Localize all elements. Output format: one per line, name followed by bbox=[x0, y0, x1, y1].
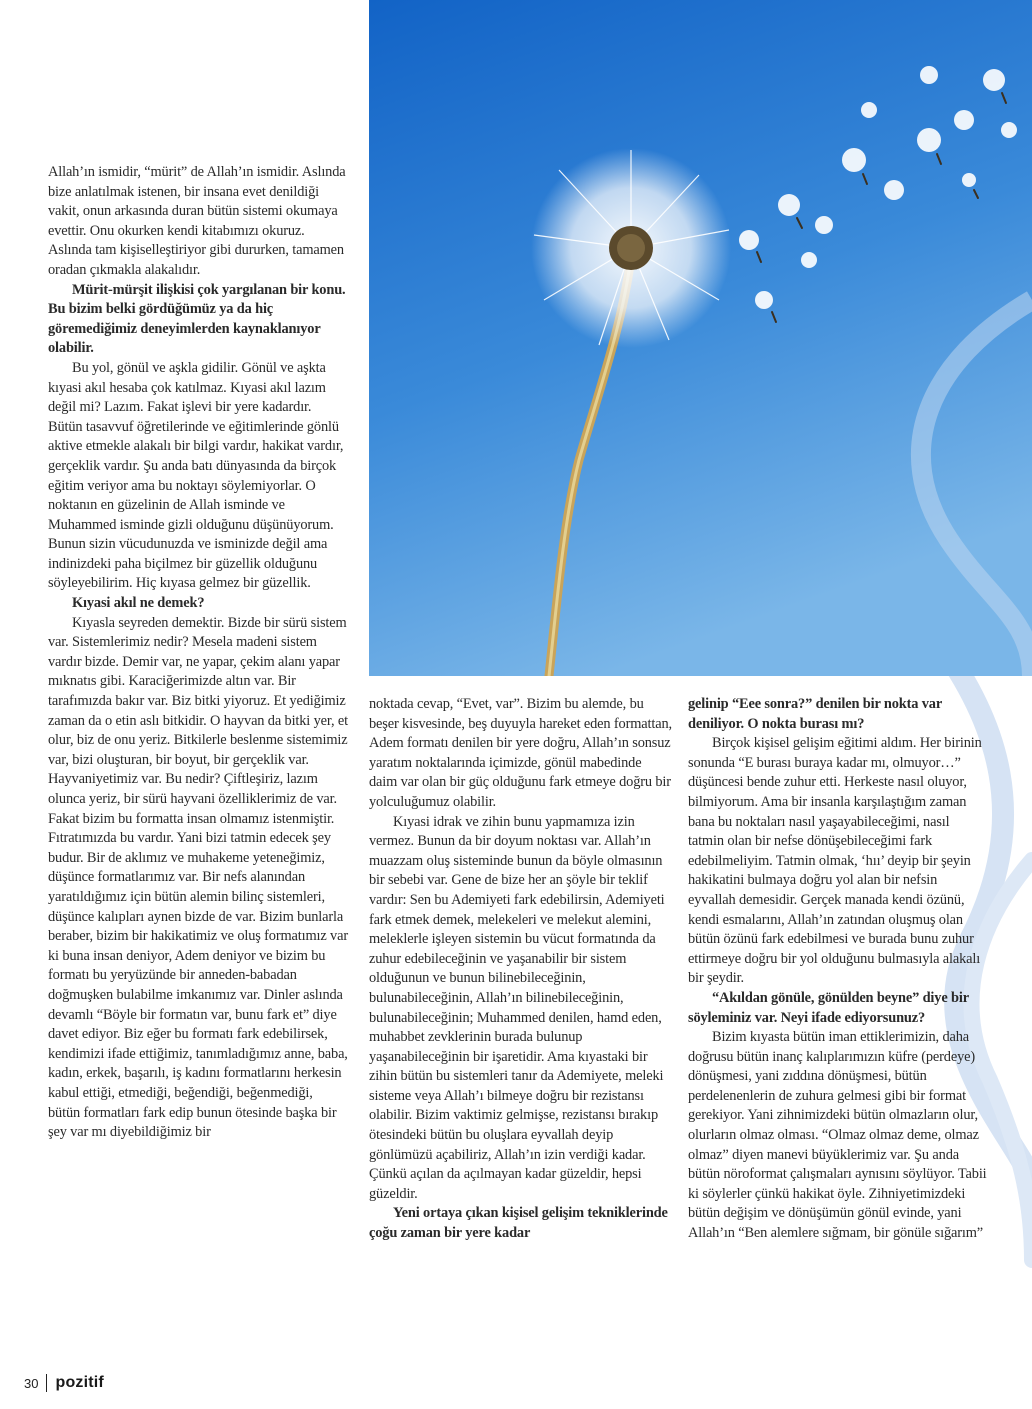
interview-question: gelinip “Eee sonra?” denilen bir nokta var deniliyor. O nokta burası mı? bbox=[688, 696, 942, 732]
text-column-1 bbox=[48, 163, 348, 1143]
interview-question: Yeni ortaya çıkan kişisel gelişim tekniklerinde çoğu zaman bir yere kadar bbox=[369, 1205, 668, 1242]
footer-divider bbox=[46, 1374, 47, 1392]
paragraph: Kıyasi idrak ve zihin bunu yapmamıza izin vermez. Bunun da bir doyum noktası var. Allah’ın muazzam oluş sisteminde bunun da böyle olmasının bir sebebi var. Gene de bize her an şöyle bir teklif vardır: Sen bu Ademiyeti fark edebilirsin, Ademiyeti fark etmek demek, melekeleri ve melekut alemini, meleklerle işleyen sistemin bu vücut formatında da zuhur edebileceğinin ve yaşanabilir bir sistem olduğunun ve bunun bilinebileceğinin, bulunabileceğinin, Allah’ın bilinebileceğinin, bulunabileceğinin; Muhammed denilen, hamd eden, muhabbet zevklerinin burada bulunup yaşanabileceğinin bir işaretidir. Ama kıyastaki bir zihin bütün bu sistemleri tanır da Ademiyete, meleki sisteme veya Allah’ı bilmeye doğru bir rezistansı olabilir. Bizim vaktimiz gelmişse, rezistansı bırakıp ötesindeki bütün bu oluşlara eyvallah deyip gönlümüzü açabiliriz, Allah’ın izin verdiği kadar. Çünkü açılan da açılmayan kadar güzeldir, hepsi güzeldir. bbox=[369, 813, 665, 1202]
paragraph: Bu yol, gönül ve aşkla gidilir. Gönül ve aşkta kıyasi akıl hesaba çok katılmaz. Kıyasi akıl lazım değil mi? Lazım. Fakat işlevi bir yere kadardır. Bütün tasavvuf öğretilerinde ve eğitimlerinde gönlü aktive etmekle alakalı bir bilgi vardır, hakikat vardır, gerçeklik vardır. Şu anda batı dünyasında da birçok eğitim veriyor ama bu noktayı söylemiyorlar. O noktanın en güzelinin de Allah isminde ve Muhammed isminde gizli olduğunu düşünüyorum. Bunun sizin vücudunuzda ve isminizde değil ama indinizdeki paha biçilmez bir güzellik olduğunu söyleyebilirim. Hiç kıyasa gelmez bir güzellik. bbox=[48, 359, 344, 592]
paragraph: Allah’ın ismidir, “mürit” de Allah’ın ismidir. Aslında bize anlatılmak istenen, bir insana evet denildiği vakit, onun arkasında duran bütün sistemi okumaya evettir. Onu okurken kendi kitabımızı okuruz. Aslında tam kişiselleştiriyor gibi dururken, tamamen oradan çıkmakla alakalıdır. bbox=[48, 164, 346, 278]
dandelion-icon bbox=[369, 0, 1032, 676]
page-number: 30 bbox=[24, 1375, 39, 1391]
interview-question: “Akıldan gönüle, gönülden beyne” diye bir söyleminiz var. Neyi ifade ediyorsunuz? bbox=[688, 989, 969, 1026]
paragraph: Birçok kişisel gelişim eğitimi aldım. Her birinin sonunda “E burası buraya kadar mı, olmuyor…” düşüncesi bende zuhur etti. Herkeste nasıl oluyor, bilmiyorum. Ama bir insanla karşılaştığım zaman bana bu noktaları nasıl yaşayabileceğimi, nasıl tatmin olan bir nefse dönüşebileceğimi fark edebilmeliyim. Tatmin olmak, ‘hıı’ deyip bir şeyin hakikatini bulmaya doğru yol alan bir nefsin eyvallah demesidir. Gerçek manada kendi özünü, kendi esmalarını, Allah’ın zatından oluşmuş olan bütün özünü fark edebilmesi ve burada bunu zuhur ettirmeye doğru bir yol olduğunu bulmasıyla alakalı bir şeydir. bbox=[688, 735, 982, 987]
text-column-2 bbox=[369, 695, 673, 1244]
paragraph: Kıyasla seyreden demektir. Bizde bir sürü sistem var. Sistemlerimiz nedir? Mesela madeni sistem vardır bizde. Demir var, ne yapar, çekim alanı yapar mıknatıs gibi. Karaciğerimizde altın var. Bir tarafımızda bakır var. Biz bitki yiyoruz. Et yediğimiz zaman da o etin aslı bitkidir. O hayvan da bitki yer, et olur, biz de onu yeriz. Bitkilerle beslenme sistemimiz var, bizi oluşturan, bir boyut, bir gerçeklik var. Hayvaniyetimiz var. Bu nedir? Çiftleşiriz, lazım olunca yeriz, bir sürü hayvani özelliklerimiz de var. Fakat bizim bu formatta insan olmamız istenmiştir. Fıtratımızda bu vardır. Yani bizi tatmin edecek şey budur. Bir de aklımız ve muhakeme yeteneğimiz, düşünce formatlarımız var. Bir nefs alanından yaratıldığımız için bütün alemin bilinç sistemleri, düşünce kalıpları aynen bizde de var. Bizim bunlarla beraber, bizim bir hakikatimiz ve oluş formatımız var ki buna insan deniyor, Adem deniyor ve bizim bu formatı bu yeryüzünde bir anneden-babadan doğmuşken bulabilme imkanımız var. Dinler aslında devamlı “Böyle bir formatın var, bunu fark et” diye davet ediyor. Biz eğer bu formatı fark edebilirsek, kendimizi ifade ettiğimiz, tanımladığımız anne, baba, kadın, erkek, başarılı, iş kadını formatlarını herkesin kabul ettiği, etmediği, beğendiği, beğenmediği, bütün formatları fark edip bunun ötesinde başka bir şey var mı diyebildiğimiz bir bbox=[48, 614, 348, 1141]
paragraph: Bizim kıyasta bütün iman ettiklerimizin, daha doğrusu bütün inanç kalıplarımızın küfre (perdeye) dönüşmesi, yani zıddına dönüşmesi, bütün perdelenenlerin de zuhura gelmesi gibi bir format gerekiyor. Yani zihnimizdeki bütün olmazların olur, olurların olmaz olması. “Olmaz olmaz deme, olmaz olmaz” diyen manevi büyüklerimiz var. Şu anda bütün nöroformat çalışmaları aynısını söylüyor. Tabii ki söylerler çünkü hakikat öyle. Zihniyetimizdeki bütün değişim ve dönüşümün gönül evinde, yani Allah’ın “Ben alemlere sığmam, bir gönüle sığarım” bbox=[688, 1029, 987, 1242]
text-column-3 bbox=[688, 695, 988, 1244]
page-footer bbox=[24, 1372, 104, 1394]
paragraph: noktada cevap, “Evet, var”. Bizim bu alemde, bu beşer kisvesinde, beş duyuyla hareket eden formattan, Adem formatı denilen bir yere doğru, Allah’ın sonsuz yaratım noktalarında içimizde, gönül mabedinde daim var olan bir güç olduğunu fark etmeye doğru bir yolculuğumuz olabilir. bbox=[369, 696, 672, 810]
interview-question: Kıyasi akıl ne demek? bbox=[72, 595, 205, 612]
dandelion-photo bbox=[369, 0, 1032, 676]
interview-question: Mürit-mürşit ilişkisi çok yargılanan bir konu. Bu bizim belki gördüğümüz ya da hiç göremediğimiz deneyimlerden kaynaklanıyor olabilir. bbox=[48, 281, 346, 357]
magazine-brand: pozitif bbox=[55, 1374, 104, 1391]
